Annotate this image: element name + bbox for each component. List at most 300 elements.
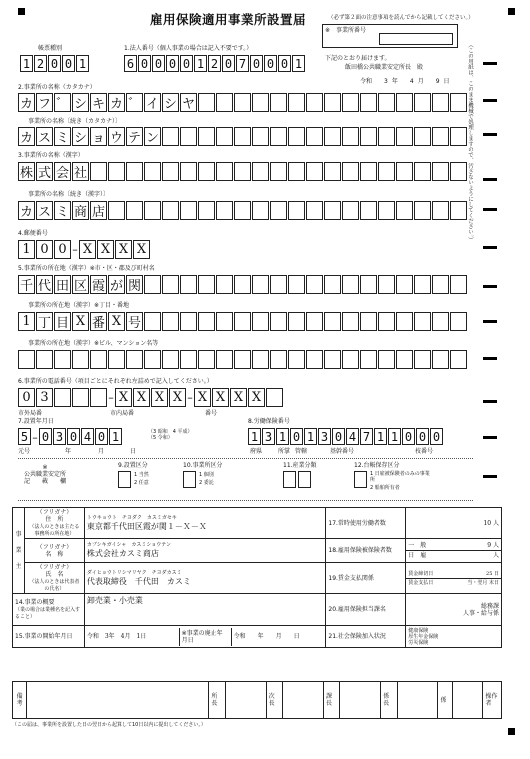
- office-number-field[interactable]: [379, 33, 453, 45]
- char-box[interactable]: 区: [72, 275, 89, 294]
- char-box[interactable]: [216, 127, 233, 146]
- phone-digit[interactable]: X: [133, 388, 150, 407]
- char-box[interactable]: 0: [222, 55, 235, 72]
- char-box[interactable]: [252, 127, 269, 146]
- char-box[interactable]: ゛: [54, 93, 71, 112]
- char-box[interactable]: [270, 201, 287, 220]
- phone-digit[interactable]: [266, 388, 283, 407]
- char-box[interactable]: 4: [346, 428, 359, 445]
- char-box[interactable]: [306, 93, 323, 112]
- char-box[interactable]: [180, 162, 197, 181]
- char-box[interactable]: [378, 350, 395, 369]
- char-box[interactable]: [180, 312, 197, 331]
- char-box[interactable]: [360, 312, 377, 331]
- char-box[interactable]: [396, 350, 413, 369]
- setup-sub-day: 日: [130, 448, 137, 455]
- setup-date-digit[interactable]: 3: [53, 428, 66, 445]
- char-box[interactable]: [396, 201, 413, 220]
- insured-label: 18.雇用保険被保険者数: [326, 539, 406, 563]
- name-kana-cont-label: 事業所の名称〔続き（カタカナ）〕: [28, 118, 122, 125]
- char-box[interactable]: [18, 350, 35, 369]
- char-box[interactable]: [432, 127, 449, 146]
- char-box[interactable]: [360, 127, 377, 146]
- char-box[interactable]: [450, 127, 467, 146]
- char-box[interactable]: [378, 201, 395, 220]
- char-box[interactable]: [378, 275, 395, 294]
- industry-box1[interactable]: [283, 471, 296, 488]
- char-box[interactable]: [342, 275, 359, 294]
- dept-cell[interactable]: [406, 594, 502, 626]
- char-box[interactable]: 1: [374, 428, 387, 445]
- char-box[interactable]: [450, 275, 467, 294]
- office-type-box[interactable]: [183, 471, 196, 488]
- ledger-opt1: 1 日雇被保険者のみの事業所: [370, 471, 430, 483]
- workers-value[interactable]: 10 人: [406, 508, 502, 539]
- char-box[interactable]: 0: [430, 428, 443, 445]
- char-box[interactable]: [198, 201, 215, 220]
- char-box[interactable]: シ: [72, 127, 89, 146]
- char-box[interactable]: 0: [48, 55, 61, 72]
- char-box[interactable]: [198, 127, 215, 146]
- char-box[interactable]: カ: [18, 93, 35, 112]
- char-box[interactable]: [270, 275, 287, 294]
- char-box[interactable]: [234, 93, 251, 112]
- ocr-mark: [483, 178, 497, 181]
- owner-side-label: 事業主: [13, 508, 25, 594]
- char-box[interactable]: [414, 162, 431, 181]
- char-box[interactable]: 0: [290, 428, 303, 445]
- ledger-box[interactable]: [354, 471, 367, 488]
- char-box[interactable]: [288, 162, 305, 181]
- owner-rep-cell[interactable]: [84, 563, 326, 594]
- owner-rep-value: 代表取締役 千代田 カスミ: [86, 576, 191, 586]
- char-box[interactable]: [144, 275, 161, 294]
- labor-sub-pref: 府県: [250, 448, 263, 455]
- phone-digit[interactable]: [90, 388, 107, 407]
- col-subsection-chief: 係長: [381, 682, 397, 719]
- char-box[interactable]: [180, 127, 197, 146]
- char-box[interactable]: [288, 350, 305, 369]
- char-box[interactable]: 関: [126, 275, 143, 294]
- char-box[interactable]: [396, 275, 413, 294]
- setup-date-digit[interactable]: 0: [39, 428, 52, 445]
- char-box[interactable]: テ: [126, 127, 143, 146]
- setup-type-box[interactable]: [118, 471, 131, 488]
- phone-digit[interactable]: [54, 388, 71, 407]
- phone-digit[interactable]: X: [230, 388, 247, 407]
- char-box[interactable]: 0: [264, 55, 277, 72]
- char-box[interactable]: [162, 312, 179, 331]
- char-box[interactable]: 0: [180, 55, 193, 72]
- char-box[interactable]: 3: [262, 428, 275, 445]
- char-box[interactable]: [288, 312, 305, 331]
- char-box[interactable]: [432, 312, 449, 331]
- section-chief-stamp[interactable]: [340, 682, 381, 719]
- char-box[interactable]: 7: [360, 428, 373, 445]
- char-box[interactable]: [342, 162, 359, 181]
- char-box[interactable]: カ: [18, 201, 35, 220]
- char-box[interactable]: [216, 93, 233, 112]
- char-box[interactable]: [198, 312, 215, 331]
- office-type-opt1: 1 個別: [199, 472, 214, 478]
- char-box[interactable]: [198, 350, 215, 369]
- labor-insurance-boxes: [248, 428, 444, 445]
- char-box[interactable]: [306, 162, 323, 181]
- char-box[interactable]: [288, 275, 305, 294]
- char-box[interactable]: [342, 93, 359, 112]
- separator-dash: –: [72, 243, 78, 256]
- owner-name-label: [24, 539, 84, 563]
- char-box[interactable]: [90, 350, 107, 369]
- char-box[interactable]: [450, 162, 467, 181]
- char-box[interactable]: [432, 162, 449, 181]
- char-box[interactable]: 0: [402, 428, 415, 445]
- industry-box2[interactable]: [298, 471, 311, 488]
- char-box[interactable]: 7: [236, 55, 249, 72]
- char-box[interactable]: 丁: [36, 312, 53, 331]
- char-box[interactable]: [216, 275, 233, 294]
- char-box[interactable]: [306, 312, 323, 331]
- setup-date-digit[interactable]: 1: [109, 428, 122, 445]
- deputy-stamp[interactable]: [283, 682, 324, 719]
- char-box[interactable]: [378, 162, 395, 181]
- cutoff-value[interactable]: 25 日: [486, 570, 499, 577]
- char-box[interactable]: 目: [54, 312, 71, 331]
- char-box[interactable]: 株: [18, 162, 35, 181]
- char-box[interactable]: 1: [276, 428, 289, 445]
- char-box[interactable]: 番: [90, 312, 107, 331]
- era-key: （3 昭和 4 平成） （5 令和）: [148, 429, 193, 441]
- char-box[interactable]: [450, 201, 467, 220]
- char-box[interactable]: [234, 350, 251, 369]
- char-box[interactable]: [144, 162, 161, 181]
- char-box[interactable]: [252, 275, 269, 294]
- char-box[interactable]: 0: [250, 55, 263, 72]
- setup-date-boxes: [18, 428, 123, 447]
- phone-digit[interactable]: X: [212, 388, 229, 407]
- char-box[interactable]: 1: [76, 55, 89, 72]
- char-box[interactable]: 0: [138, 55, 151, 72]
- char-box[interactable]: [162, 201, 179, 220]
- char-box[interactable]: [144, 350, 161, 369]
- ocr-mark: [483, 208, 497, 211]
- char-box[interactable]: [234, 162, 251, 181]
- char-box[interactable]: [72, 350, 89, 369]
- char-box[interactable]: X: [108, 312, 125, 331]
- char-box[interactable]: [36, 350, 53, 369]
- phone-digit[interactable]: X: [151, 388, 168, 407]
- char-box[interactable]: [108, 162, 125, 181]
- char-box[interactable]: [414, 201, 431, 220]
- char-box[interactable]: [342, 201, 359, 220]
- char-box[interactable]: [450, 350, 467, 369]
- postal-digit[interactable]: X: [133, 240, 150, 259]
- char-box[interactable]: イ: [144, 93, 161, 112]
- phone-digit[interactable]: 0: [18, 388, 35, 407]
- phone-digit[interactable]: X: [169, 388, 186, 407]
- char-box[interactable]: [360, 162, 377, 181]
- char-box[interactable]: 1: [292, 55, 305, 72]
- char-box[interactable]: ス: [36, 127, 53, 146]
- char-box[interactable]: [360, 93, 377, 112]
- char-box[interactable]: [324, 312, 341, 331]
- char-box[interactable]: [270, 312, 287, 331]
- char-box[interactable]: [306, 127, 323, 146]
- char-box[interactable]: キ: [90, 93, 107, 112]
- char-box[interactable]: ウ: [108, 127, 125, 146]
- char-box[interactable]: [126, 162, 143, 181]
- char-box[interactable]: [162, 162, 179, 181]
- char-box[interactable]: [54, 350, 71, 369]
- close-date-value[interactable]: 令和 年 月 日: [233, 632, 300, 640]
- char-box[interactable]: 2: [34, 55, 47, 72]
- char-box[interactable]: 1: [194, 55, 207, 72]
- char-box[interactable]: 2: [208, 55, 221, 72]
- close-date-label: ※事業の廃止年月日: [180, 628, 232, 646]
- postal-digit[interactable]: X: [79, 240, 96, 259]
- char-box[interactable]: [324, 127, 341, 146]
- char-box[interactable]: 代: [36, 275, 53, 294]
- workers-label: 17.常時使用労働者数: [326, 508, 406, 539]
- char-box[interactable]: 田: [54, 275, 71, 294]
- char-box[interactable]: 1: [20, 55, 33, 72]
- owner-name-cell[interactable]: [84, 539, 326, 563]
- char-box[interactable]: [126, 350, 143, 369]
- char-box[interactable]: [252, 93, 269, 112]
- name-kanji-cont-label: 事業所の名称〔続き（漢字）〕: [28, 191, 110, 198]
- postal-digit[interactable]: 1: [18, 240, 35, 259]
- char-box[interactable]: [234, 312, 251, 331]
- char-box[interactable]: ゛: [126, 93, 143, 112]
- phone-digit[interactable]: X: [194, 388, 211, 407]
- daily-value[interactable]: 人: [492, 552, 499, 559]
- owner-address-cell[interactable]: [84, 508, 326, 539]
- char-box[interactable]: [234, 275, 251, 294]
- char-box[interactable]: 社: [72, 162, 89, 181]
- char-box[interactable]: [234, 201, 251, 220]
- char-box[interactable]: 1: [388, 428, 401, 445]
- char-box[interactable]: [198, 93, 215, 112]
- char-box[interactable]: X: [72, 312, 89, 331]
- char-box[interactable]: [396, 93, 413, 112]
- char-box[interactable]: [180, 275, 197, 294]
- char-box[interactable]: [108, 350, 125, 369]
- office-use-area: [18, 458, 473, 501]
- char-box[interactable]: 0: [166, 55, 179, 72]
- setup-date-digit[interactable]: 0: [67, 428, 80, 445]
- side-note: （この用紙は、このまま機械で処理しますので、汚さないようにしてください。）: [467, 42, 473, 243]
- char-box[interactable]: カ: [18, 127, 35, 146]
- char-box[interactable]: [306, 275, 323, 294]
- char-box[interactable]: 商: [72, 201, 89, 220]
- postal-digit[interactable]: 0: [36, 240, 53, 259]
- footer-note: （この届は、事業所を設置した日の翌日から起算して10日以内に提出してください。）: [12, 722, 206, 728]
- char-box[interactable]: [414, 312, 431, 331]
- char-box[interactable]: [306, 201, 323, 220]
- char-box[interactable]: 1: [248, 428, 261, 445]
- char-box[interactable]: [324, 93, 341, 112]
- social-health: 健康保険: [408, 627, 429, 634]
- char-box[interactable]: [450, 93, 467, 112]
- form-type-boxes: [20, 55, 90, 72]
- separator-dash: –: [108, 391, 114, 404]
- char-box[interactable]: [360, 201, 377, 220]
- owner-address-value: 東京都千代田区霞が関１－Ｘ－Ｘ: [86, 521, 207, 531]
- char-box[interactable]: [378, 127, 395, 146]
- char-box[interactable]: [126, 201, 143, 220]
- phone-digit[interactable]: [72, 388, 89, 407]
- char-box[interactable]: 式: [36, 162, 53, 181]
- char-box[interactable]: [216, 201, 233, 220]
- char-box[interactable]: フ: [36, 93, 53, 112]
- postal-digit[interactable]: 0: [54, 240, 71, 259]
- char-box[interactable]: ン: [144, 127, 161, 146]
- char-box[interactable]: 0: [332, 428, 345, 445]
- registration-mark: [508, 8, 515, 15]
- char-box[interactable]: シ: [162, 93, 179, 112]
- business-sub: （業の場合は業種名を記入すること）: [15, 607, 81, 620]
- char-box[interactable]: ヤ: [180, 93, 197, 112]
- era-digit[interactable]: 5: [18, 428, 31, 445]
- char-box[interactable]: [342, 127, 359, 146]
- char-box[interactable]: [252, 201, 269, 220]
- char-box[interactable]: [360, 350, 377, 369]
- char-box[interactable]: [270, 350, 287, 369]
- char-box[interactable]: が: [108, 275, 125, 294]
- director-stamp[interactable]: [225, 682, 266, 719]
- char-box[interactable]: [378, 312, 395, 331]
- char-box[interactable]: 1: [304, 428, 317, 445]
- char-box[interactable]: [198, 162, 215, 181]
- setup-date-digit[interactable]: 4: [81, 428, 94, 445]
- start-date-value[interactable]: 令和 3年 4月 1日: [85, 628, 180, 646]
- setup-sub-month: 月: [98, 448, 105, 455]
- char-box[interactable]: [162, 350, 179, 369]
- char-box[interactable]: [270, 127, 287, 146]
- char-box[interactable]: [108, 201, 125, 220]
- char-box[interactable]: カ: [108, 93, 125, 112]
- char-box[interactable]: ミ: [54, 201, 71, 220]
- char-box[interactable]: 店: [90, 201, 107, 220]
- char-box[interactable]: [342, 312, 359, 331]
- office-type-opt2: 2 委託: [199, 480, 214, 486]
- char-box[interactable]: [432, 201, 449, 220]
- char-box[interactable]: 会: [54, 162, 71, 181]
- date-month: 4: [409, 78, 414, 85]
- phone-digit[interactable]: 3: [36, 388, 53, 407]
- char-box[interactable]: [432, 93, 449, 112]
- char-box[interactable]: [414, 350, 431, 369]
- subsection-chief-stamp[interactable]: [397, 682, 438, 719]
- char-box[interactable]: [180, 350, 197, 369]
- char-box[interactable]: [252, 162, 269, 181]
- phone-digit[interactable]: X: [248, 388, 265, 407]
- labor-sub-jurisdiction: 所掌: [278, 448, 291, 455]
- char-box[interactable]: [450, 312, 467, 331]
- col-deputy: 次長: [266, 682, 282, 719]
- payday-value[interactable]: 当・翌月 末日: [467, 579, 499, 586]
- setup-date-digit[interactable]: 0: [95, 428, 108, 445]
- general-value[interactable]: 9 人: [487, 542, 499, 549]
- address1-label: 5.事業所の所在地（漢字）※市・区・郡及び町村名: [18, 265, 155, 272]
- char-box[interactable]: 0: [152, 55, 165, 72]
- char-box[interactable]: 霞: [90, 275, 107, 294]
- char-box[interactable]: シ: [72, 93, 89, 112]
- char-box[interactable]: 0: [278, 55, 291, 72]
- char-box[interactable]: [342, 350, 359, 369]
- char-box[interactable]: [252, 350, 269, 369]
- col-operator: 操作者: [483, 682, 502, 719]
- char-box[interactable]: [252, 312, 269, 331]
- char-box[interactable]: [378, 93, 395, 112]
- phone-digit[interactable]: X: [115, 388, 132, 407]
- char-box[interactable]: [180, 201, 197, 220]
- char-box[interactable]: [414, 93, 431, 112]
- char-box[interactable]: [270, 162, 287, 181]
- dates-cell: [84, 626, 326, 648]
- char-box[interactable]: [324, 162, 341, 181]
- char-box[interactable]: ス: [36, 201, 53, 220]
- char-box[interactable]: [414, 127, 431, 146]
- char-box[interactable]: [162, 127, 179, 146]
- char-box[interactable]: 号: [126, 312, 143, 331]
- char-box[interactable]: 6: [124, 55, 137, 72]
- remarks-field[interactable]: [27, 682, 209, 719]
- char-box[interactable]: [288, 127, 305, 146]
- char-box[interactable]: [360, 275, 377, 294]
- char-box[interactable]: [144, 201, 161, 220]
- char-box[interactable]: [324, 275, 341, 294]
- owner-address-kana: トウキョウト チヨダク カスミガセキ: [86, 514, 177, 521]
- char-box[interactable]: [216, 162, 233, 181]
- char-box[interactable]: 0: [62, 55, 75, 72]
- char-box[interactable]: [162, 275, 179, 294]
- char-box[interactable]: 1: [18, 312, 35, 331]
- char-box[interactable]: [270, 93, 287, 112]
- char-box[interactable]: [216, 350, 233, 369]
- char-box[interactable]: 0: [416, 428, 429, 445]
- postal-digit[interactable]: X: [97, 240, 114, 259]
- social-cell[interactable]: [406, 626, 502, 648]
- char-box[interactable]: [288, 93, 305, 112]
- char-box[interactable]: 千: [18, 275, 35, 294]
- char-box[interactable]: [396, 162, 413, 181]
- owner-address-label: [24, 508, 84, 539]
- char-box[interactable]: [306, 350, 323, 369]
- char-box[interactable]: [432, 275, 449, 294]
- char-box[interactable]: [396, 312, 413, 331]
- char-box[interactable]: ョ: [90, 127, 107, 146]
- char-box[interactable]: ミ: [54, 127, 71, 146]
- char-box[interactable]: [396, 127, 413, 146]
- postal-digit[interactable]: X: [115, 240, 132, 259]
- char-box[interactable]: 3: [318, 428, 331, 445]
- business-value[interactable]: 卸売業・小売業: [84, 594, 326, 626]
- char-box[interactable]: [90, 162, 107, 181]
- char-box[interactable]: [234, 127, 251, 146]
- char-box[interactable]: [198, 275, 215, 294]
- char-box[interactable]: [324, 350, 341, 369]
- char-box[interactable]: [288, 201, 305, 220]
- phone-boxes: [18, 388, 284, 407]
- char-box[interactable]: [324, 201, 341, 220]
- date-day: 9: [435, 78, 440, 85]
- char-box[interactable]: [432, 350, 449, 369]
- char-box[interactable]: [216, 312, 233, 331]
- staff-stamp[interactable]: [452, 682, 483, 719]
- char-box[interactable]: [144, 312, 161, 331]
- char-box[interactable]: [414, 275, 431, 294]
